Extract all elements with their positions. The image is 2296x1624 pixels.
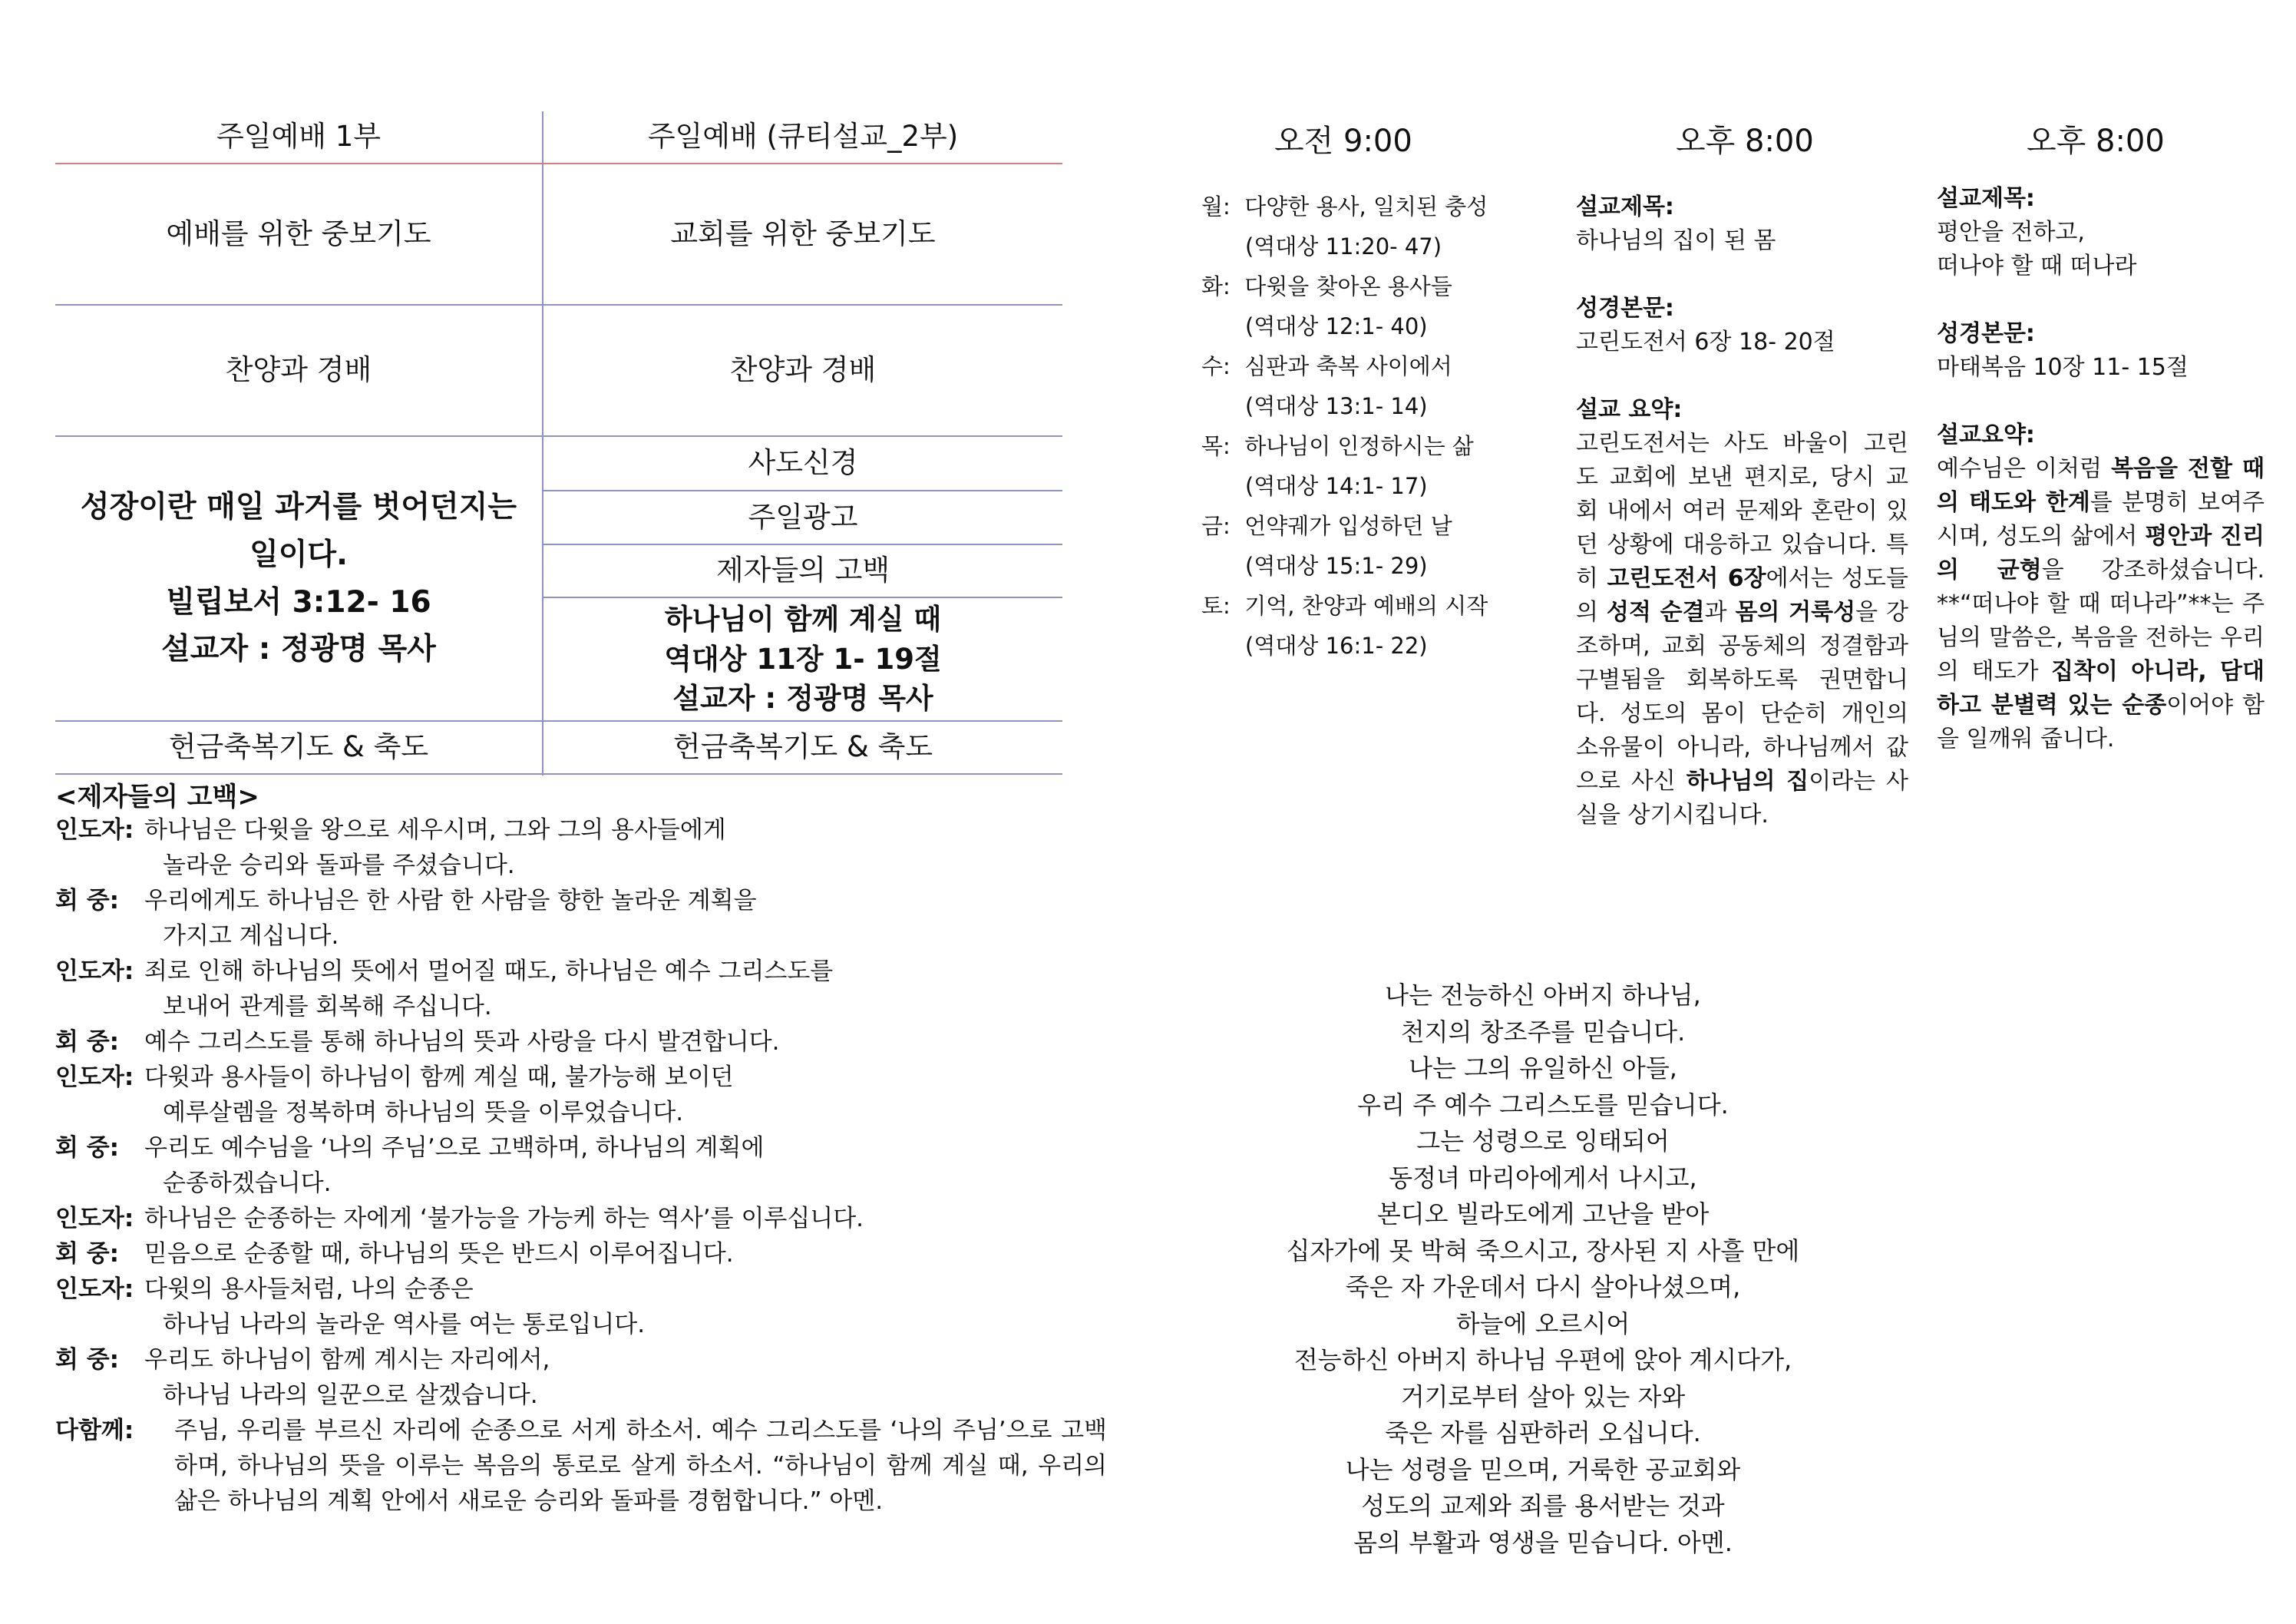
confession-line [55, 954, 1053, 1024]
worship-order-table [55, 111, 1062, 776]
daily-qt-scripture: (역대상 15:1- 29) [1245, 553, 1428, 579]
daily-qt-title: 다윗을 찾아온 용사들 [1244, 273, 1452, 299]
confession-line [55, 1342, 1053, 1413]
creed-line: 나는 성령을 믿으며, 거룩한 공교회와 [1345, 1454, 1741, 1484]
summary-text: 을 강조하셨습니다. **“떠나야 할 때 떠나라”**는 주님의 말씀은, 복음을 전하는 우리의 태도가 [1937, 557, 2265, 685]
sermon-a-summary-label: 설교 요약: [1576, 396, 1683, 423]
summary-emphasis: 고린도전서 6장 [1607, 565, 1766, 592]
sermon-1-preacher: 설교자 : 정광명 목사 [161, 632, 436, 667]
confession-text-continued: 놀라운 승리와 돌파를 주셨습니다. [163, 852, 515, 879]
apostles-creed-text [1198, 977, 1888, 1561]
confession-speaker: 인도자: [55, 958, 134, 985]
confession-text: 우리도 예수님을 ‘나의 주님’으로 고백하며, 하나님의 계획에 [144, 1134, 765, 1162]
confession-text-continued: 가지고 계십니다. [163, 922, 339, 950]
sermon-1-scripture: 빌립보서 3:12- 16 [166, 584, 431, 620]
creed-line: 나는 그의 유일하신 아들, [1409, 1053, 1677, 1083]
confession-speaker: 인도자: [55, 1275, 134, 1303]
summary-emphasis: 복음을 전할 때의 태도와 한계 [1937, 455, 2265, 516]
summary-text: 이어야 함을 일깨워 줍니다. [1937, 692, 2265, 752]
sermon-summary-a [1576, 190, 1908, 832]
confession-line [55, 1201, 1053, 1236]
confession-speaker: 인도자: [55, 816, 134, 844]
summary-text: 를 분명히 보여주시며, 성도의 삶에서 [1937, 489, 2265, 550]
confession-text: 죄로 인해 하나님의 뜻에서 멀어질 때도, 하나님은 예수 그리스도를 [144, 958, 834, 985]
praise-item-2: 찬양과 경배 [729, 353, 877, 387]
confession-text-continued: 보내어 관계를 회복해 주십니다. [163, 993, 492, 1020]
prayer-item-2: 교회를 위한 중보기도 [670, 217, 936, 250]
creed-line: 우리 주 예수 그리스도를 믿습니다. [1357, 1090, 1729, 1120]
creed-line: 나는 전능하신 아버지 하나님, [1385, 981, 1701, 1010]
row-divider [55, 773, 1062, 775]
creed-line: 거기로부터 살아 있는 자와 [1400, 1381, 1686, 1411]
confession-speaker: 인도자: [55, 1205, 134, 1232]
confession-speaker: 인도자: [55, 1063, 134, 1091]
confession-text-continued: 하나님 나라의 일꾼으로 살겠습니다. [163, 1381, 538, 1409]
prayer-item-1: 예배를 위한 중보기도 [166, 217, 431, 250]
confession-text: 예수 그리스도를 통해 하나님의 뜻과 사랑을 다시 발견합니다. [144, 1028, 780, 1056]
sermon-b-title-line: 평안을 전하고, [1937, 219, 2085, 246]
confession-text: 우리에게도 하나님은 한 사람 한 사람을 향한 놀라운 계획을 [144, 887, 757, 915]
summary-text: 에서는 성도들의 [1576, 565, 1908, 626]
creed-line: 십자가에 못 박혀 죽으시고, 장사된 지 사흘 만에 [1286, 1235, 1800, 1265]
daily-qt-title: 기억, 찬양과 예배의 시작 [1244, 593, 1488, 619]
service-2-header: 주일예배 (큐티설교_2부) [647, 120, 959, 154]
confession-speaker: 회 중: [55, 1134, 120, 1162]
daily-qt-item [1201, 187, 1488, 266]
confession-all-line [55, 1413, 1107, 1519]
sermon-1-block [55, 437, 542, 720]
daily-qt-item [1201, 426, 1488, 506]
sermon-b-text-label: 성경본문: [1937, 320, 2035, 347]
sermon-b-summary-label: 설교요약: [1937, 422, 2035, 448]
sermon-2-scripture: 역대상 11장 1- 19절 [664, 642, 942, 676]
confession-speaker: 회 중: [55, 887, 120, 915]
summary-text: 과 [1704, 599, 1736, 626]
confession-text: 다윗의 용사들처럼, 나의 순종은 [144, 1275, 474, 1303]
summary-emphasis: 집착이 아니라, 담대하고 분별력 있는 순종 [1937, 658, 2265, 719]
apostles-creed-item: 사도신경 [748, 446, 858, 480]
daily-qt-scripture: (역대상 16:1- 22) [1245, 633, 1428, 659]
confession-speaker: 다함께: [55, 1417, 134, 1444]
summary-emphasis: 하나님의 집 [1686, 768, 1809, 795]
confession-line [55, 1024, 1053, 1060]
summary-text: 예수님은 이처럼 [1937, 455, 2112, 482]
creed-line: 전능하신 아버지 하나님 우편에 앉아 계시다가, [1293, 1345, 1792, 1374]
confession-line [55, 1236, 1053, 1272]
creed-line: 죽은 자를 심판하러 오십니다. [1385, 1418, 1701, 1447]
service-1-header: 주일예배 1부 [216, 120, 381, 154]
time-label-evening-2: 오후 8:00 [2027, 124, 2165, 159]
creed-line: 몸의 부활과 영생을 믿습니다. 아멘. [1353, 1527, 1733, 1557]
daily-qt-scripture: (역대상 12:1- 40) [1245, 313, 1428, 339]
sermon-a-summary [1576, 427, 1908, 832]
sermon-2-title: 하나님이 함께 계실 때 [664, 602, 942, 636]
time-label-morning: 오전 9:00 [1274, 124, 1412, 159]
confession-line [55, 1272, 1053, 1342]
daily-qt-day: 화: [1201, 273, 1231, 299]
confession-speaker: 회 중: [55, 1028, 120, 1056]
creed-line: 동정녀 마리아에게서 나시고, [1389, 1163, 1697, 1192]
sermon-a-text-label: 성경본문: [1576, 295, 1674, 322]
confession-text-continued: 하나님 나라의 놀라운 역사를 여는 통로입니다. [163, 1311, 646, 1338]
daily-qt-scripture: (역대상 11:20- 47) [1245, 233, 1442, 260]
daily-qt-title: 언약궤가 입성하던 날 [1244, 513, 1452, 539]
confession-line [55, 883, 1053, 954]
confession-all-text: 주님, 우리를 부르신 자리에 순종으로 서게 하소서. 예수 그리스도를 ‘나의 주님’으로 고백하며, 하나님의 뜻을 이루는 복음의 통로로 살게 하소서. “하나님이 함께 계실 때, 우리의 삶은 하나님의 계획 안에서 새로운 승리와 돌파를 경험합니다.” 아멘. [174, 1417, 1107, 1515]
daily-qt-scripture: (역대상 13:1- 14) [1245, 393, 1428, 419]
daily-qt-scripture: (역대상 14:1- 17) [1245, 473, 1428, 499]
daily-qt-title: 하나님이 인정하시는 삶 [1244, 433, 1474, 459]
sermon-a-title: 하나님의 집이 된 몸 [1576, 227, 1776, 254]
daily-qt-item [1201, 346, 1488, 426]
praise-item-1: 찬양과 경배 [225, 353, 372, 387]
sermon-b-title-label: 설교제목: [1937, 185, 2035, 212]
summary-text: 을 강조하며, 교회 공동체의 정결함과 구별됨을 회복하도록 권면합니다. 성도의 몸이 단순히 개인의 소유물이 아니라, 하나님께서 값으로 사신 [1576, 599, 1908, 795]
sermon-a-text: 고린도전서 6장 18- 20절 [1576, 329, 1835, 356]
sermon-1-line: 일이다. [249, 537, 348, 572]
summary-emphasis: 평안과 진리의 균형 [1937, 523, 2265, 584]
creed-line: 성도의 교제와 죄를 용서받는 것과 [1361, 1491, 1725, 1520]
sermon-b-text: 마태복음 10장 11- 15절 [1937, 354, 2189, 381]
daily-qt-item [1201, 506, 1488, 586]
daily-qt-day: 금: [1201, 513, 1231, 539]
creed-line: 본디오 빌라도에게 고난을 받아 [1376, 1199, 1710, 1229]
confession-line [55, 1130, 1053, 1201]
summary-text: 이라는 사실을 상기시킵니다. [1576, 768, 1908, 829]
daily-qt-item [1201, 266, 1488, 346]
confession-speaker: 회 중: [55, 1346, 120, 1374]
confession-text: 하나님은 다윗을 왕으로 세우시며, 그와 그의 용사들에게 [144, 816, 726, 844]
announcements-item: 주일광고 [748, 500, 858, 534]
creed-line: 하늘에 오르시어 [1455, 1308, 1630, 1338]
sermon-2-preacher: 설교자 : 정광명 목사 [672, 682, 933, 716]
offering-item-1: 헌금축복기도 & 축도 [168, 730, 429, 764]
confession-speaker: 회 중: [55, 1240, 120, 1268]
daily-qt-title: 심판과 축복 사이에서 [1244, 353, 1452, 379]
sermon-b-title-line: 떠나야 할 때 떠나라 [1937, 253, 2137, 279]
sermon-1-line: 성장이란 매일 과거를 벗어던지는 [80, 490, 517, 525]
summary-emphasis: 성적 순결 [1606, 599, 1705, 626]
confession-text-continued: 순종하겠습니다. [163, 1169, 332, 1197]
daily-qt-day: 수: [1201, 353, 1231, 379]
summary-text: 고린도전서는 사도 바울이 고린도 교회에 보낸 편지로, 당시 교회 내에서 여러 문제와 혼란이 있던 상황에 대응하고 있습니다. 특히 [1576, 430, 1908, 592]
creed-line: 죽은 자 가운데서 다시 살아나셨으며, [1345, 1272, 1741, 1302]
confession-text: 다윗과 용사들이 하나님이 함께 계실 때, 불가능해 보이던 [144, 1063, 734, 1091]
offering-item-2: 헌금축복기도 & 축도 [672, 730, 933, 764]
daily-qt-list [1201, 187, 1488, 666]
summary-emphasis: 몸의 거룩성 [1735, 599, 1856, 626]
time-label-evening-1: 오후 8:00 [1676, 124, 1814, 159]
confession-line [55, 812, 1053, 883]
creed-line: 천지의 창조주를 믿습니다. [1400, 1017, 1686, 1047]
sermon-a-title-label: 설교제목: [1576, 193, 1674, 220]
confession-text: 우리도 하나님이 함께 계시는 자리에서, [144, 1346, 550, 1374]
confession-text: 믿음으로 순종할 때, 하나님의 뜻은 반드시 이루어집니다. [144, 1240, 734, 1268]
confession-title: <제자들의 고백> [55, 782, 259, 812]
creed-line: 그는 성령으로 잉태되어 [1416, 1126, 1670, 1156]
daily-qt-title: 다양한 용사, 일치된 충성 [1244, 193, 1488, 220]
confession-item: 제자들의 고백 [715, 554, 890, 587]
sermon-2-block [543, 598, 1062, 720]
confession-line [55, 1060, 1053, 1130]
sermon-summary-b [1937, 182, 2265, 756]
daily-qt-day: 토: [1201, 593, 1231, 619]
daily-qt-day: 목: [1201, 433, 1231, 459]
confession-text: 하나님은 순종하는 자에게 ‘불가능을 가능케 하는 역사’를 이루십니다. [144, 1205, 864, 1232]
confession-text-continued: 예루살렘을 정복하며 하나님의 뜻을 이루었습니다. [163, 1099, 684, 1126]
sermon-b-summary [1937, 452, 2265, 756]
daily-qt-item [1201, 586, 1488, 666]
daily-qt-day: 월: [1201, 193, 1231, 220]
